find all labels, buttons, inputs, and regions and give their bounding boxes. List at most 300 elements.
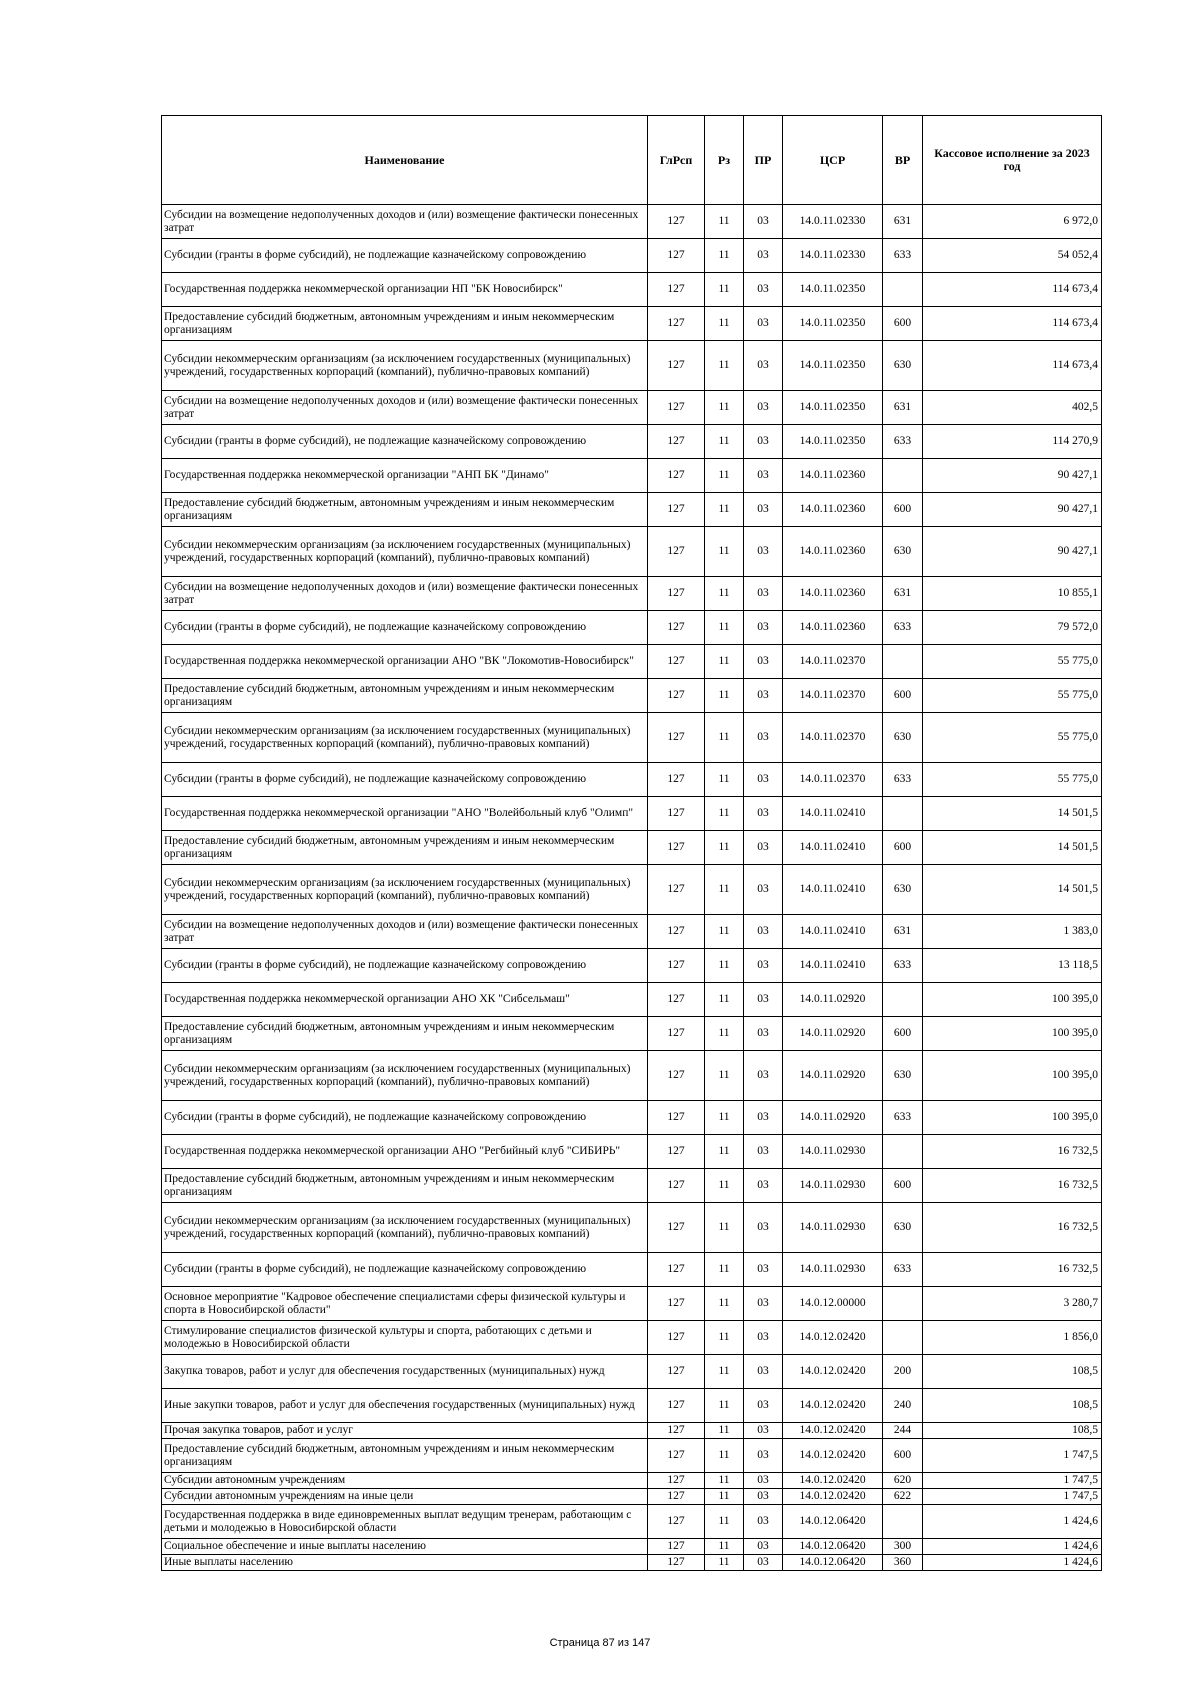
- cell-csr: 14.0.11.02930: [783, 1135, 883, 1169]
- cell-name: Предоставление субсидий бюджетным, автономным учреждениям и иным некоммерческим организациям: [162, 1017, 648, 1051]
- cell-csr: 14.0.11.02410: [783, 865, 883, 915]
- cell-name: Субсидии некоммерческим организациям (за исключением государственных (муниципальных) учреждений, государственных корпораций (компаний), публично-правовых компаний): [162, 527, 648, 577]
- cell-pr: 03: [744, 1439, 783, 1473]
- cell-amount: 114 673,4: [923, 273, 1102, 307]
- cell-glrsp: 127: [648, 1017, 705, 1051]
- cell-pr: 03: [744, 1489, 783, 1505]
- cell-name: Государственная поддержка некоммерческой организации "АНО "Волейбольный клуб "Олимп": [162, 797, 648, 831]
- cell-glrsp: 127: [648, 983, 705, 1017]
- cell-glrsp: 127: [648, 1287, 705, 1321]
- cell-vr: [883, 1321, 923, 1355]
- cell-name: Предоставление субсидий бюджетным, автономным учреждениям и иным некоммерческим организациям: [162, 1169, 648, 1203]
- cell-glrsp: 127: [648, 1439, 705, 1473]
- table-row: [162, 611, 1102, 645]
- table-row: [162, 865, 1102, 915]
- cell-glrsp: 127: [648, 273, 705, 307]
- cell-rz: 11: [705, 763, 744, 797]
- cell-amount: 108,5: [923, 1389, 1102, 1423]
- cell-csr: 14.0.11.02410: [783, 797, 883, 831]
- cell-vr: 630: [883, 341, 923, 391]
- cell-glrsp: 127: [648, 1505, 705, 1539]
- cell-glrsp: 127: [648, 1555, 705, 1571]
- cell-csr: 14.0.12.02420: [783, 1439, 883, 1473]
- cell-csr: 14.0.11.02330: [783, 205, 883, 239]
- cell-rz: 11: [705, 1287, 744, 1321]
- cell-glrsp: 127: [648, 239, 705, 273]
- cell-rz: 11: [705, 341, 744, 391]
- cell-pr: 03: [744, 307, 783, 341]
- cell-glrsp: 127: [648, 205, 705, 239]
- cell-pr: 03: [744, 1539, 783, 1555]
- cell-vr: 631: [883, 577, 923, 611]
- cell-glrsp: 127: [648, 459, 705, 493]
- cell-name: Социальное обеспечение и иные выплаты населению: [162, 1539, 648, 1555]
- cell-rz: 11: [705, 645, 744, 679]
- cell-glrsp: 127: [648, 1489, 705, 1505]
- header-pr: ПР: [744, 116, 783, 205]
- cell-rz: 11: [705, 865, 744, 915]
- cell-name: Субсидии (гранты в форме субсидий), не подлежащие казначейскому сопровождению: [162, 949, 648, 983]
- cell-vr: 600: [883, 1017, 923, 1051]
- table-row: [162, 1169, 1102, 1203]
- cell-rz: 11: [705, 1355, 744, 1389]
- cell-amount: 55 775,0: [923, 713, 1102, 763]
- cell-amount: 108,5: [923, 1423, 1102, 1439]
- cell-glrsp: 127: [648, 527, 705, 577]
- cell-pr: 03: [744, 645, 783, 679]
- cell-amount: 90 427,1: [923, 459, 1102, 493]
- cell-csr: 14.0.11.02410: [783, 949, 883, 983]
- cell-name: Субсидии на возмещение недополученных доходов и (или) возмещение фактически понесенных затрат: [162, 577, 648, 611]
- cell-vr: [883, 645, 923, 679]
- cell-amount: 100 395,0: [923, 1101, 1102, 1135]
- table-row: [162, 1489, 1102, 1505]
- cell-pr: 03: [744, 983, 783, 1017]
- cell-amount: 1 747,5: [923, 1439, 1102, 1473]
- cell-name: Предоставление субсидий бюджетным, автономным учреждениям и иным некоммерческим организациям: [162, 493, 648, 527]
- cell-vr: [883, 797, 923, 831]
- cell-rz: 11: [705, 1051, 744, 1101]
- cell-name: Субсидии некоммерческим организациям (за исключением государственных (муниципальных) учреждений, государственных корпораций (компаний), публично-правовых компаний): [162, 1051, 648, 1101]
- cell-csr: 14.0.11.02930: [783, 1253, 883, 1287]
- table-row: [162, 527, 1102, 577]
- cell-csr: 14.0.12.00000: [783, 1287, 883, 1321]
- cell-pr: 03: [744, 493, 783, 527]
- cell-csr: 14.0.11.02930: [783, 1169, 883, 1203]
- cell-vr: 600: [883, 831, 923, 865]
- cell-name: Государственная поддержка некоммерческой организации АНО ХК "Сибсельмаш": [162, 983, 648, 1017]
- cell-vr: 631: [883, 915, 923, 949]
- cell-csr: 14.0.11.02920: [783, 1051, 883, 1101]
- cell-csr: 14.0.12.06420: [783, 1555, 883, 1571]
- cell-csr: 14.0.11.02330: [783, 239, 883, 273]
- cell-pr: 03: [744, 1389, 783, 1423]
- cell-pr: 03: [744, 1203, 783, 1253]
- cell-pr: 03: [744, 1135, 783, 1169]
- table-row: [162, 1473, 1102, 1489]
- cell-pr: 03: [744, 1355, 783, 1389]
- cell-rz: 11: [705, 1489, 744, 1505]
- table-row: [162, 1321, 1102, 1355]
- cell-amount: 16 732,5: [923, 1169, 1102, 1203]
- cell-pr: 03: [744, 797, 783, 831]
- table-body: [162, 205, 1102, 1571]
- cell-csr: 14.0.11.02360: [783, 493, 883, 527]
- header-glrsp: ГлРсп: [648, 116, 705, 205]
- cell-pr: 03: [744, 459, 783, 493]
- cell-name: Субсидии (гранты в форме субсидий), не подлежащие казначейскому сопровождению: [162, 239, 648, 273]
- cell-rz: 11: [705, 239, 744, 273]
- cell-name: Стимулирование специалистов физической культуры и спорта, работающих с детьми и молодежью в Новосибирской области: [162, 1321, 648, 1355]
- table-row: [162, 1287, 1102, 1321]
- cell-vr: 600: [883, 1169, 923, 1203]
- cell-amount: 90 427,1: [923, 527, 1102, 577]
- cell-glrsp: 127: [648, 1135, 705, 1169]
- table-row: [162, 1355, 1102, 1389]
- cell-rz: 11: [705, 1505, 744, 1539]
- cell-glrsp: 127: [648, 425, 705, 459]
- cell-amount: 114 673,4: [923, 307, 1102, 341]
- cell-pr: 03: [744, 865, 783, 915]
- table-row: [162, 1135, 1102, 1169]
- cell-name: Субсидии (гранты в форме субсидий), не подлежащие казначейскому сопровождению: [162, 611, 648, 645]
- cell-amount: 14 501,5: [923, 865, 1102, 915]
- cell-pr: 03: [744, 1287, 783, 1321]
- cell-glrsp: 127: [648, 949, 705, 983]
- cell-rz: 11: [705, 1169, 744, 1203]
- table-row: [162, 983, 1102, 1017]
- cell-glrsp: 127: [648, 1389, 705, 1423]
- cell-glrsp: 127: [648, 679, 705, 713]
- cell-amount: 10 855,1: [923, 577, 1102, 611]
- cell-name: Иные выплаты населению: [162, 1555, 648, 1571]
- cell-pr: 03: [744, 577, 783, 611]
- cell-pr: 03: [744, 1505, 783, 1539]
- cell-csr: 14.0.12.02420: [783, 1389, 883, 1423]
- cell-csr: 14.0.11.02370: [783, 679, 883, 713]
- cell-vr: [883, 1287, 923, 1321]
- cell-pr: 03: [744, 713, 783, 763]
- cell-glrsp: 127: [648, 865, 705, 915]
- table-row: [162, 1389, 1102, 1423]
- cell-pr: 03: [744, 1555, 783, 1571]
- cell-vr: 630: [883, 1051, 923, 1101]
- cell-rz: 11: [705, 1321, 744, 1355]
- cell-csr: 14.0.11.02920: [783, 983, 883, 1017]
- cell-vr: 300: [883, 1539, 923, 1555]
- table-row: [162, 425, 1102, 459]
- cell-pr: 03: [744, 391, 783, 425]
- cell-amount: 55 775,0: [923, 679, 1102, 713]
- table-row: [162, 459, 1102, 493]
- cell-glrsp: 127: [648, 763, 705, 797]
- cell-csr: 14.0.12.06420: [783, 1505, 883, 1539]
- cell-name: Предоставление субсидий бюджетным, автономным учреждениям и иным некоммерческим организациям: [162, 831, 648, 865]
- cell-rz: 11: [705, 915, 744, 949]
- cell-name: Субсидии автономным учреждениям: [162, 1473, 648, 1489]
- cell-vr: [883, 983, 923, 1017]
- cell-rz: 11: [705, 679, 744, 713]
- cell-rz: 11: [705, 1539, 744, 1555]
- cell-csr: 14.0.11.02360: [783, 611, 883, 645]
- table-row: [162, 645, 1102, 679]
- cell-vr: [883, 1505, 923, 1539]
- cell-rz: 11: [705, 425, 744, 459]
- budget-table: [161, 115, 1102, 1571]
- header-rz: Рз: [705, 116, 744, 205]
- cell-glrsp: 127: [648, 341, 705, 391]
- table-row: [162, 763, 1102, 797]
- cell-rz: 11: [705, 527, 744, 577]
- cell-csr: 14.0.12.02420: [783, 1321, 883, 1355]
- cell-vr: 244: [883, 1423, 923, 1439]
- cell-vr: 200: [883, 1355, 923, 1389]
- cell-pr: 03: [744, 273, 783, 307]
- cell-csr: 14.0.11.02930: [783, 1203, 883, 1253]
- cell-glrsp: 127: [648, 307, 705, 341]
- cell-name: Субсидии некоммерческим организациям (за исключением государственных (муниципальных) учреждений, государственных корпораций (компаний), публично-правовых компаний): [162, 341, 648, 391]
- cell-pr: 03: [744, 239, 783, 273]
- cell-pr: 03: [744, 1051, 783, 1101]
- cell-amount: 90 427,1: [923, 493, 1102, 527]
- cell-rz: 11: [705, 1135, 744, 1169]
- table-row: [162, 1253, 1102, 1287]
- cell-csr: 14.0.11.02370: [783, 645, 883, 679]
- cell-glrsp: 127: [648, 831, 705, 865]
- cell-name: Основное мероприятие "Кадровое обеспечение специалистами сферы физической культуры и спорта в Новосибирской области": [162, 1287, 648, 1321]
- cell-glrsp: 127: [648, 797, 705, 831]
- cell-amount: 6 972,0: [923, 205, 1102, 239]
- header-name: Наименование: [162, 116, 648, 205]
- cell-pr: 03: [744, 611, 783, 645]
- cell-rz: 11: [705, 797, 744, 831]
- cell-vr: 633: [883, 949, 923, 983]
- cell-glrsp: 127: [648, 915, 705, 949]
- cell-glrsp: 127: [648, 1169, 705, 1203]
- cell-name: Субсидии некоммерческим организациям (за исключением государственных (муниципальных) учреждений, государственных корпораций (компаний), публично-правовых компаний): [162, 865, 648, 915]
- table-row: [162, 205, 1102, 239]
- table-row: [162, 1505, 1102, 1539]
- table-row: [162, 307, 1102, 341]
- table-row: [162, 1539, 1102, 1555]
- cell-glrsp: 127: [648, 713, 705, 763]
- table-row: [162, 1203, 1102, 1253]
- cell-pr: 03: [744, 831, 783, 865]
- cell-rz: 11: [705, 1389, 744, 1423]
- cell-csr: 14.0.12.02420: [783, 1355, 883, 1389]
- cell-amount: 16 732,5: [923, 1253, 1102, 1287]
- table-row: [162, 1051, 1102, 1101]
- cell-rz: 11: [705, 459, 744, 493]
- cell-name: Иные закупки товаров, работ и услуг для обеспечения государственных (муниципальных) нужд: [162, 1389, 648, 1423]
- table-row: [162, 1017, 1102, 1051]
- cell-amount: 79 572,0: [923, 611, 1102, 645]
- cell-rz: 11: [705, 949, 744, 983]
- table-row: [162, 239, 1102, 273]
- table-row: [162, 713, 1102, 763]
- cell-csr: 14.0.11.02360: [783, 459, 883, 493]
- cell-vr: 360: [883, 1555, 923, 1571]
- cell-amount: 14 501,5: [923, 797, 1102, 831]
- cell-rz: 11: [705, 1423, 744, 1439]
- cell-rz: 11: [705, 831, 744, 865]
- cell-pr: 03: [744, 205, 783, 239]
- cell-glrsp: 127: [648, 1203, 705, 1253]
- cell-amount: 13 118,5: [923, 949, 1102, 983]
- cell-amount: 55 775,0: [923, 763, 1102, 797]
- cell-rz: 11: [705, 1439, 744, 1473]
- cell-vr: 630: [883, 865, 923, 915]
- cell-glrsp: 127: [648, 1101, 705, 1135]
- cell-amount: 108,5: [923, 1355, 1102, 1389]
- page-footer: Страница 87 из 147: [549, 1637, 651, 1649]
- cell-glrsp: 127: [648, 1423, 705, 1439]
- cell-glrsp: 127: [648, 1473, 705, 1489]
- cell-vr: 600: [883, 307, 923, 341]
- cell-vr: 240: [883, 1389, 923, 1423]
- cell-amount: 1 424,6: [923, 1539, 1102, 1555]
- cell-amount: 114 270,9: [923, 425, 1102, 459]
- cell-rz: 11: [705, 205, 744, 239]
- cell-vr: [883, 273, 923, 307]
- cell-glrsp: 127: [648, 391, 705, 425]
- cell-amount: 1 856,0: [923, 1321, 1102, 1355]
- table-row: [162, 797, 1102, 831]
- cell-csr: 14.0.11.02350: [783, 307, 883, 341]
- cell-name: Предоставление субсидий бюджетным, автономным учреждениям и иным некоммерческим организациям: [162, 307, 648, 341]
- cell-amount: 100 395,0: [923, 1017, 1102, 1051]
- cell-name: Субсидии на возмещение недополученных доходов и (или) возмещение фактически понесенных затрат: [162, 205, 648, 239]
- cell-glrsp: 127: [648, 1253, 705, 1287]
- cell-rz: 11: [705, 1555, 744, 1571]
- cell-vr: 600: [883, 1439, 923, 1473]
- cell-rz: 11: [705, 1101, 744, 1135]
- cell-csr: 14.0.11.02920: [783, 1017, 883, 1051]
- cell-glrsp: 127: [648, 493, 705, 527]
- table-row: [162, 1423, 1102, 1439]
- cell-vr: 600: [883, 679, 923, 713]
- cell-amount: 114 673,4: [923, 341, 1102, 391]
- cell-rz: 11: [705, 1017, 744, 1051]
- cell-vr: 630: [883, 527, 923, 577]
- cell-name: Предоставление субсидий бюджетным, автономным учреждениям и иным некоммерческим организациям: [162, 679, 648, 713]
- cell-csr: 14.0.11.02370: [783, 713, 883, 763]
- table-row: [162, 493, 1102, 527]
- cell-csr: 14.0.12.02420: [783, 1423, 883, 1439]
- cell-name: Субсидии на возмещение недополученных доходов и (или) возмещение фактически понесенных затрат: [162, 391, 648, 425]
- table-row: [162, 391, 1102, 425]
- cell-name: Субсидии (гранты в форме субсидий), не подлежащие казначейскому сопровождению: [162, 425, 648, 459]
- table-row: [162, 679, 1102, 713]
- cell-pr: 03: [744, 1101, 783, 1135]
- cell-rz: 11: [705, 1203, 744, 1253]
- cell-name: Прочая закупка товаров, работ и услуг: [162, 1423, 648, 1439]
- cell-vr: 633: [883, 239, 923, 273]
- cell-pr: 03: [744, 763, 783, 797]
- cell-rz: 11: [705, 307, 744, 341]
- cell-amount: 54 052,4: [923, 239, 1102, 273]
- table-row: [162, 273, 1102, 307]
- cell-pr: 03: [744, 527, 783, 577]
- cell-vr: 633: [883, 1253, 923, 1287]
- cell-rz: 11: [705, 713, 744, 763]
- cell-vr: 622: [883, 1489, 923, 1505]
- table-row: [162, 341, 1102, 391]
- cell-csr: 14.0.11.02350: [783, 425, 883, 459]
- cell-vr: 620: [883, 1473, 923, 1489]
- cell-csr: 14.0.11.02410: [783, 831, 883, 865]
- cell-glrsp: 127: [648, 1539, 705, 1555]
- cell-vr: [883, 1135, 923, 1169]
- cell-csr: 14.0.11.02350: [783, 273, 883, 307]
- cell-vr: 631: [883, 205, 923, 239]
- cell-amount: 16 732,5: [923, 1135, 1102, 1169]
- cell-vr: 633: [883, 1101, 923, 1135]
- cell-name: Субсидии (гранты в форме субсидий), не подлежащие казначейскому сопровождению: [162, 763, 648, 797]
- cell-name: Государственная поддержка в виде единовременных выплат ведущим тренерам, работающим с детьми и молодежью в Новосибирской области: [162, 1505, 648, 1539]
- cell-vr: 630: [883, 1203, 923, 1253]
- cell-rz: 11: [705, 493, 744, 527]
- cell-csr: 14.0.11.02350: [783, 341, 883, 391]
- cell-vr: [883, 459, 923, 493]
- cell-amount: 1 747,5: [923, 1473, 1102, 1489]
- cell-amount: 3 280,7: [923, 1287, 1102, 1321]
- table-row: [162, 1439, 1102, 1473]
- cell-name: Субсидии некоммерческим организациям (за исключением государственных (муниципальных) учреждений, государственных корпораций (компаний), публично-правовых компаний): [162, 1203, 648, 1253]
- cell-name: Предоставление субсидий бюджетным, автономным учреждениям и иным некоммерческим организациям: [162, 1439, 648, 1473]
- cell-rz: 11: [705, 577, 744, 611]
- cell-amount: 16 732,5: [923, 1203, 1102, 1253]
- cell-amount: 1 747,5: [923, 1489, 1102, 1505]
- cell-csr: 14.0.11.02920: [783, 1101, 883, 1135]
- cell-vr: 630: [883, 713, 923, 763]
- cell-name: Государственная поддержка некоммерческой организации НП "БК Новосибирск": [162, 273, 648, 307]
- cell-pr: 03: [744, 949, 783, 983]
- table-row: [162, 1555, 1102, 1571]
- cell-csr: 14.0.11.02350: [783, 391, 883, 425]
- cell-name: Государственная поддержка некоммерческой организации "АНП БК "Динамо": [162, 459, 648, 493]
- cell-name: Субсидии автономным учреждениям на иные цели: [162, 1489, 648, 1505]
- cell-glrsp: 127: [648, 645, 705, 679]
- table-row: [162, 577, 1102, 611]
- cell-rz: 11: [705, 1253, 744, 1287]
- cell-vr: 633: [883, 763, 923, 797]
- table-row: [162, 1101, 1102, 1135]
- cell-amount: 1 424,6: [923, 1555, 1102, 1571]
- cell-csr: 14.0.11.02360: [783, 577, 883, 611]
- table-row: [162, 949, 1102, 983]
- header-amount: Кассовое исполнение за 2023 год: [923, 116, 1102, 205]
- cell-amount: 14 501,5: [923, 831, 1102, 865]
- cell-amount: 100 395,0: [923, 983, 1102, 1017]
- cell-rz: 11: [705, 983, 744, 1017]
- cell-pr: 03: [744, 1253, 783, 1287]
- cell-pr: 03: [744, 341, 783, 391]
- cell-vr: 633: [883, 611, 923, 645]
- cell-pr: 03: [744, 1423, 783, 1439]
- cell-vr: 600: [883, 493, 923, 527]
- cell-name: Субсидии на возмещение недополученных доходов и (или) возмещение фактически понесенных затрат: [162, 915, 648, 949]
- cell-glrsp: 127: [648, 611, 705, 645]
- header-vr: ВР: [883, 116, 923, 205]
- cell-pr: 03: [744, 425, 783, 459]
- cell-csr: 14.0.11.02360: [783, 527, 883, 577]
- cell-csr: 14.0.12.02420: [783, 1489, 883, 1505]
- cell-pr: 03: [744, 1169, 783, 1203]
- cell-name: Государственная поддержка некоммерческой организации АНО "Регбийный клуб "СИБИРЬ": [162, 1135, 648, 1169]
- header-csr: ЦСР: [783, 116, 883, 205]
- cell-glrsp: 127: [648, 1355, 705, 1389]
